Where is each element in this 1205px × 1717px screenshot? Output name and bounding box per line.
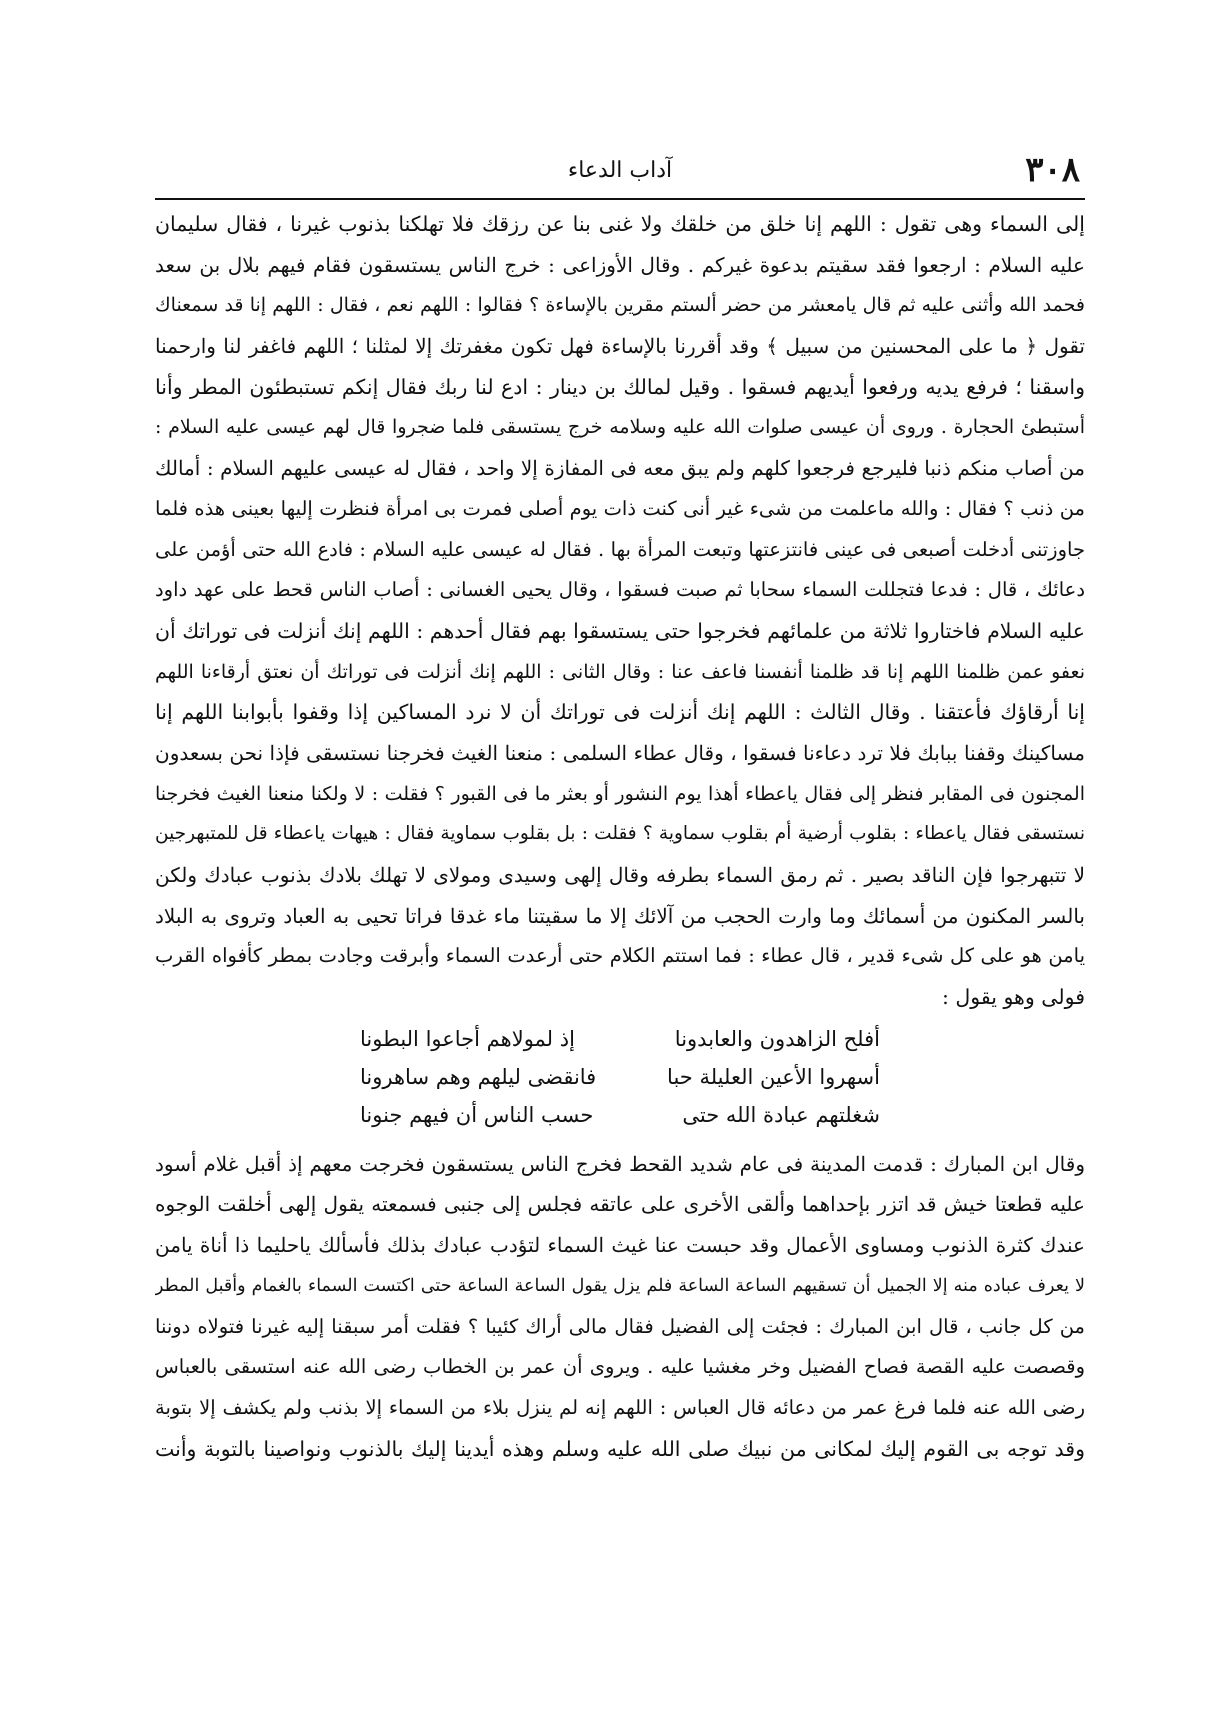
text-line: وقصصت عليه القصة فصاح الفضيل وخر مغشيا عليه . ويروى أن عمر بن الخطاب رضى الله عنه استسقى بالعباس	[155, 1355, 1085, 1379]
header-rule	[155, 198, 1085, 200]
text-line: فحمد الله وأثنى عليه ثم قال يامعشر من حضر ألستم مقرين بالإساءة ؟ فقالوا : اللهم نعم ، فقال : اللهم إنا قد سمعناك	[155, 294, 1085, 317]
text-line: نعفو عمن ظلمنا اللهم إنا قد ظلمنا أنفسنا فاعف عنا : وقال الثانى : اللهم إنك أنزلت فى توراتك أن نعتق أرقاءنا اللهم	[155, 660, 1085, 683]
poem-verse	[360, 1020, 880, 1058]
verse-first-hemistich: أفلح الزاهدون والعابدونا	[674, 1026, 880, 1051]
text-line: نستسقى فقال ياعطاء : بقلوب أرضية أم بقلوب سماوية ؟ فقلت : بل بقلوب سماوية فقال : هيهات ياعطاء قل للمتبهرجين	[155, 823, 1085, 845]
text-line: عندك كثرة الذنوب ومساوى الأعمال وقد حبست عنا غيث السماء لتؤدب عبادك بذلك فأسألك ياحليما ذا أناة يامن	[155, 1233, 1085, 1258]
poem-verse	[360, 1096, 880, 1134]
text-line: دعائك ، قال : فدعا فتجللت السماء سحابا ثم صبت فسقوا ، وقال يحيى الغسانى : أصاب الناس قحط على عهد داود	[155, 578, 1085, 602]
page-header	[160, 150, 1080, 196]
verse-second-hemistich: إذ لمولاهم أجاعوا البطونا	[360, 1026, 575, 1051]
text-line: إلى السماء وهى تقول : اللهم إنا خلق من خلقك ولا غنى بنا عن رزقك فلا تهلكنا بذنوب غيرنا ، فقال سليمان	[155, 212, 1085, 236]
text-line: مساكينك وقفنا ببابك فلا ترد دعاءنا فسقوا ، وقال عطاء السلمى : منعنا الغيث فخرجنا نستسقى فإذا نحن بسعدون	[155, 740, 1085, 765]
text-line: جاوزتنى أدخلت أصبعى فى عينى فانتزعتها وتبعت المرأة بها . فقال له عيسى عليه السلام : فادع الله حتى أؤمن على	[155, 537, 1085, 561]
text-line: واسقنا ؛ فرفع يديه ورفعوا أيديهم فسقوا . وقيل لمالك بن دينار : ادع لنا ربك فقال إنكم تستبطئون المطر وأنا	[155, 374, 1085, 399]
text-line: عليه السلام فاختاروا ثلاثة من علمائهم فخرجوا حتى يستسقوا بهم فقال أحدهم : اللهم إنك أنزلت فى توراتك أن	[155, 618, 1085, 643]
text-line: وقال ابن المبارك : قدمت المدينة فى عام شديد القحط فخرج الناس يستسقون فخرجت معهم إذ أقبل غلام أسود	[155, 1151, 1085, 1176]
text-line: عليه قطعتا خيش قد اتزر بإحداهما وألقى الأخرى على عاتقه فجلس إلى جنبى فسمعته يقول إلهى أخلقت الوجوه	[155, 1192, 1085, 1217]
page-number: ٣٠٨	[1025, 150, 1080, 190]
text-line: إنا أرقاؤك فأعتقنا . وقال الثالث : اللهم إنك أنزلت فى توراتك أن لا نرد المساكين إذا وقفوا بأبوابنا اللهم إنا	[155, 700, 1085, 725]
verse-first-hemistich: أسهروا الأعين العليلة حبا	[667, 1064, 880, 1089]
text-line: وقد توجه بى القوم إليك لمكانى من نبيك صلى الله عليه وسلم وهذه أيدينا إليك بالذنوب ونواصينا بالتوبة وأنت	[155, 1436, 1085, 1461]
verse-second-hemistich: فانقضى ليلهم وهم ساهرونا	[360, 1064, 597, 1089]
text-line: رضى الله عنه فلما فرغ عمر من دعائه قال العباس : اللهم إنه لم ينزل بلاء من السماء إلا بذنب ولم يكشف إلا بتوبة	[155, 1395, 1085, 1419]
text-line: فولى وهو يقول :	[941, 985, 1085, 1010]
text-line: عليه السلام : ارجعوا فقد سقيتم بدعوة غيركم . وقال الأوزاعى : خرج الناس يستسقون فقام فيهم بلال بن سعد	[155, 252, 1085, 277]
body-text	[155, 204, 1085, 1469]
text-line: لا تتبهرجوا فإن الناقد بصير . ثم رمق السماء بطرفه وقال إلهى وسيدى ومولاى لا تهلك بلادك بذنوب عبادك ولكن	[155, 863, 1085, 887]
text-line: بالسر المكنون من أسمائك وما وارت الحجب من آلائك إلا ما سقيتنا ماء غدقا فراتا تحيى به العباد وتروى به البلاد	[155, 903, 1085, 928]
text-line: المجنون فى المقابر فنظر إلى فقال ياعطاء أهذا يوم النشور أو بعثر ما فى القبور ؟ فقلت : لا ولكنا منعنا الغيث فخرجنا	[155, 782, 1085, 805]
text-line: تقول ﴿ ما على المحسنين من سبيل ﴾ وقد أقررنا بالإساءة فهل تكون مغفرتك إلا لمثلنا ؛ اللهم فاغفر لنا وارحمنا	[155, 334, 1085, 359]
paragraph-1	[155, 204, 1085, 1018]
text-line: من ذنب ؟ فقال : والله ماعلمت من شىء غير أنى كنت ذات يوم أصلى فمرت بى امرأة فنظرت إليها بعينى هذه فلما	[155, 496, 1085, 520]
text-line: لا يعرف عباده منه إلا الجميل أن تسقيهم الساعة الساعة فلم يزل يقول الساعة الساعة حتى اكتست السماء بالغمام وأقبل المطر	[155, 1275, 1085, 1296]
verse-first-hemistich: شغلتهم عبادة الله حتى	[682, 1102, 880, 1127]
text-line: يامن هو على كل شىء قدير ، قال عطاء : فما استتم الكلام حتى أرعدت السماء وأبرقت وجادت بمطر كأفواه القرب	[155, 944, 1085, 968]
text-line: من أصاب منكم ذنبا فليرجع فرجعوا كلهم ولم يبق معه فى المفازة إلا واحد ، فقال له عيسى عليهم السلام : أمالك	[155, 456, 1085, 481]
poem-verse	[360, 1058, 880, 1096]
text-line: من كل جانب ، قال ابن المبارك : فجئت إلى الفضيل فقال مالى أراك كئيبا ؟ فقلت أمر سبقنا إليه غيرنا فتولاه دوننا	[155, 1314, 1085, 1338]
text-line: أستبطئ الحجارة . وروى أن عيسى صلوات الله عليه وسلامه خرج يستسقى فلما ضجروا قال لهم عيسى عليه السلام :	[155, 416, 1085, 439]
verse-second-hemistich: حسب الناس أن فيهم جنونا	[360, 1102, 594, 1127]
running-title: آداب الدعاء	[567, 158, 673, 183]
paragraph-2	[155, 1144, 1085, 1470]
poem	[360, 1018, 880, 1140]
